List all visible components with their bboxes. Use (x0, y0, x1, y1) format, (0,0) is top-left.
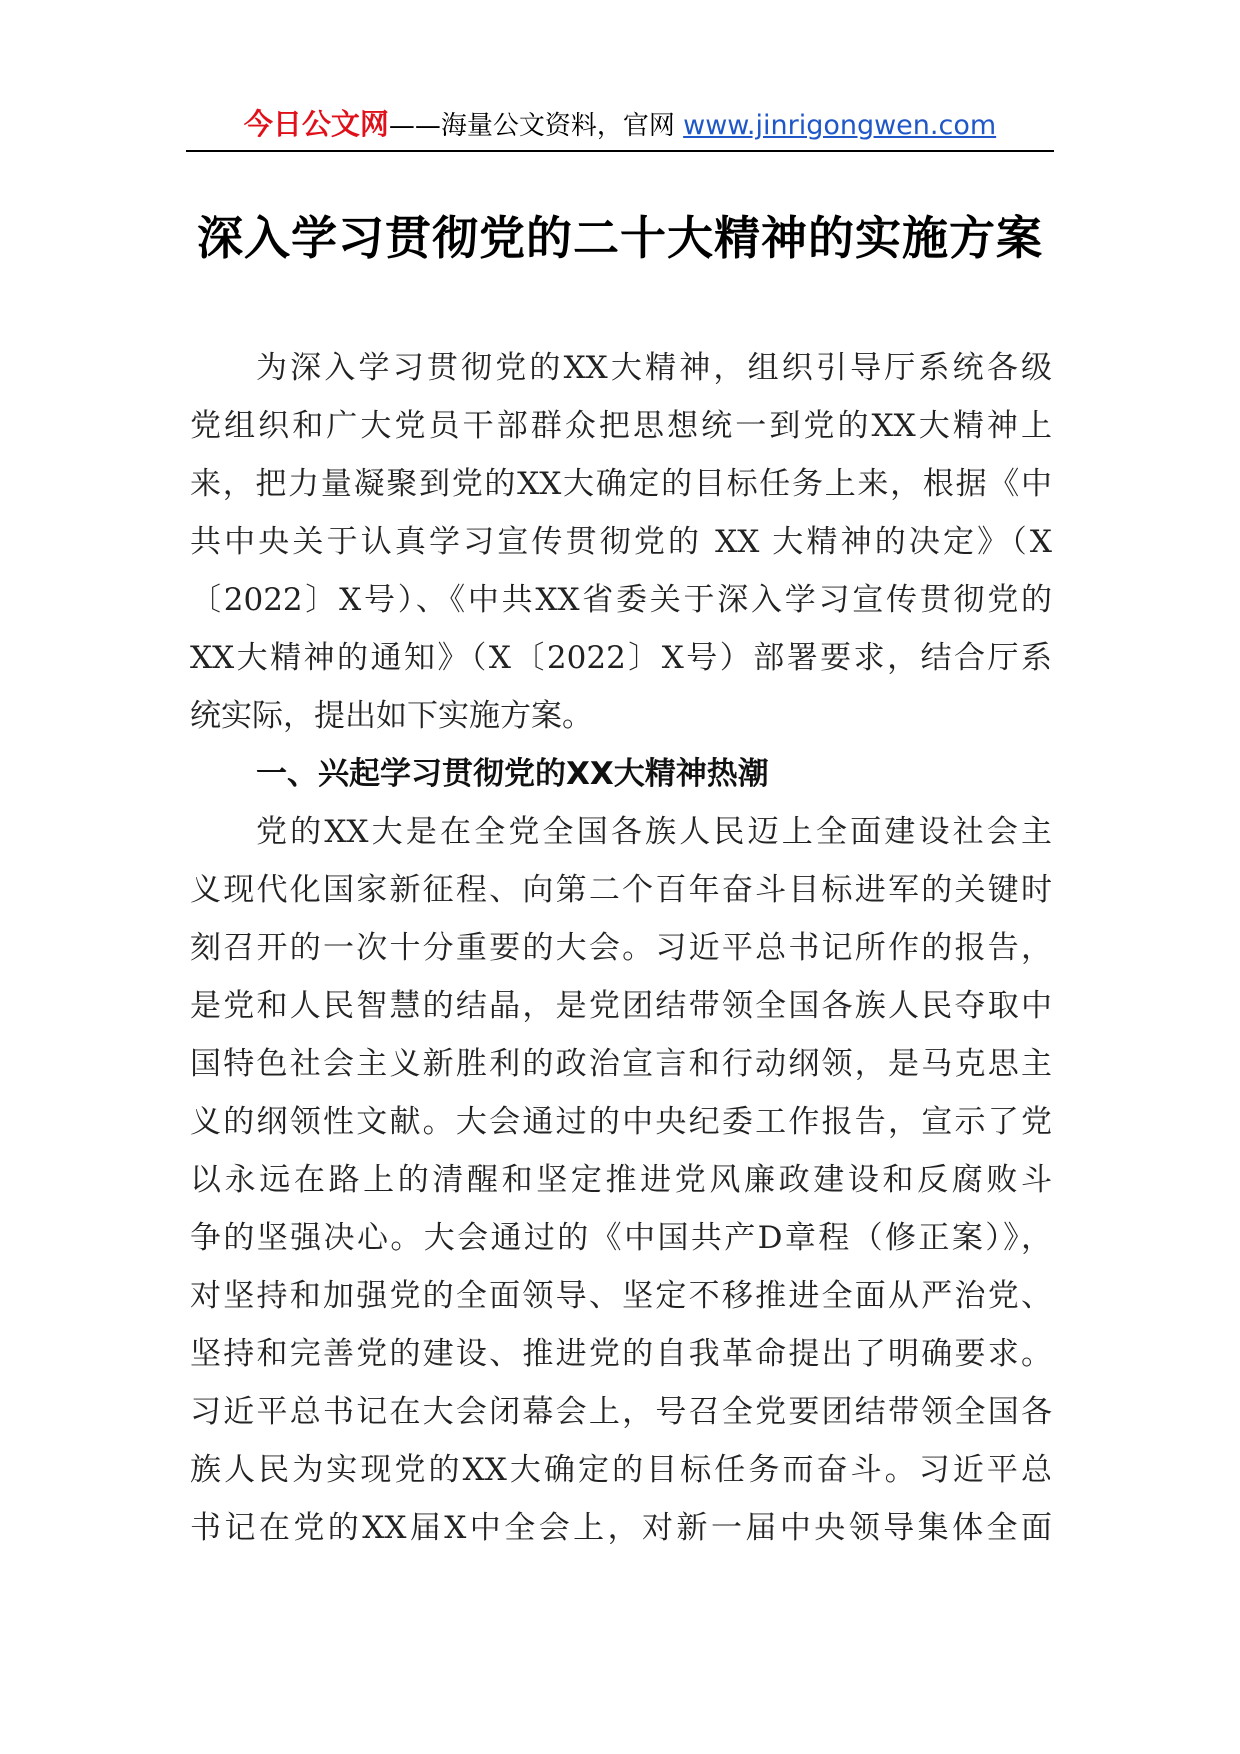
paragraph-line: 义的纲领性文献。大会通过的中央纪委工作报告，宣示了党 (190, 1104, 1052, 1140)
paragraph-line: 坚持和完善党的建设、推进党的自我革命提出了明确要求。 (190, 1336, 1052, 1372)
site-url-link[interactable]: www.jinrigongwen.com (683, 110, 997, 141)
paragraph-line: 书记在党的XX届X中全会上，对新一届中央领导集体全面 (190, 1510, 1052, 1546)
paragraph-line: 对坚持和加强党的全面领导、坚定不移推进全面从严治党、 (190, 1278, 1052, 1314)
document-title: 深入学习贯彻党的二十大精神的实施方案 (197, 211, 1043, 265)
paragraph-line: 以永远在路上的清醒和坚定推进党风廉政建设和反腐败斗 (190, 1162, 1052, 1198)
paragraph-line: 来，把力量凝聚到党的XX大确定的目标任务上来，根据《中 (190, 466, 1052, 502)
section-heading: 一、兴起学习贯彻党的XX大精神热潮 (256, 756, 769, 792)
header-dash: —— (388, 111, 441, 141)
site-brand: 今日公文网 (243, 107, 389, 141)
paragraph-line: 共中央关于认真学习宣传贯彻党的 XX 大精神的决定》（X (190, 524, 1052, 560)
paragraph-line: 党组织和广大党员干部群众把思想统一到党的XX大精神上 (190, 408, 1052, 444)
paragraph-line: 习近平总书记在大会闭幕会上，号召全党要团结带领全国各 (190, 1394, 1052, 1430)
paragraph-line: 国特色社会主义新胜利的政治宣言和行动纲领，是马克思主 (190, 1046, 1052, 1082)
header-divider (186, 150, 1054, 152)
paragraph-line: 族人民为实现党的XX大确定的目标任务而奋斗。习近平总 (190, 1452, 1052, 1488)
paragraph-line: 〔2022〕X号）、《中共XX省委关于深入学习宣传贯彻党的 (190, 582, 1052, 618)
header-tagline: 海量公文资料，官网 (440, 111, 684, 141)
paragraph-line: 刻召开的一次十分重要的大会。习近平总书记所作的报告， (190, 930, 1052, 966)
paragraph-line: 为深入学习贯彻党的XX大精神，组织引导厅系统各级 (256, 350, 1052, 386)
document-body (190, 339, 1052, 1557)
paragraph-line: XX大精神的通知》（X〔2022〕X号）部署要求，结合厅系 (190, 640, 1052, 676)
paragraph-line: 义现代化国家新征程、向第二个百年奋斗目标进军的关键时 (190, 872, 1052, 908)
paragraph-line: 统实际，提出如下实施方案。 (190, 698, 593, 734)
page-header (186, 102, 1054, 146)
paragraph-line: 争的坚强决心。大会通过的《中国共产D章程（修正案）》， (190, 1220, 1052, 1256)
paragraph-line: 党的XX大是在全党全国各族人民迈上全面建设社会主 (256, 814, 1052, 850)
paragraph-line: 是党和人民智慧的结晶，是党团结带领全国各族人民夺取中 (190, 988, 1052, 1024)
